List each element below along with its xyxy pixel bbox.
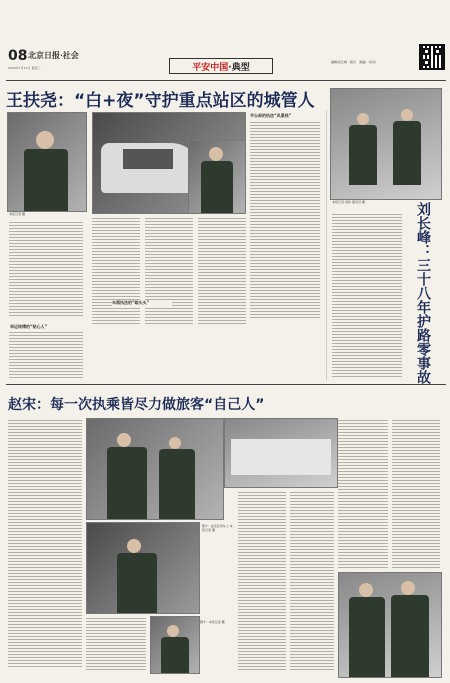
story3-photo-1	[86, 418, 224, 520]
story3-text-col-4	[238, 490, 286, 670]
story1-text-col-2	[250, 120, 320, 320]
nav-item: 美编/	[358, 60, 366, 64]
story1-text-col-4	[145, 216, 193, 326]
section-banner	[169, 58, 273, 74]
story1-photo-3	[188, 140, 246, 214]
story3-photo-5	[338, 572, 442, 678]
story1-caption-1: 本报记者 摄	[9, 212, 25, 216]
story3-caption-1: 图①：赵宋在列车上 本报记者 摄	[202, 524, 233, 532]
masthead-rule	[6, 80, 446, 81]
issue-date: 2009年7月15日 星期三	[8, 66, 41, 70]
story2-photo	[330, 88, 442, 200]
story3-text-col-1	[8, 418, 82, 668]
story3-photo-4	[150, 616, 200, 674]
story2-text-col-1	[332, 212, 402, 377]
nav-strip	[331, 60, 411, 66]
story3-text-col-5	[290, 490, 334, 670]
section-title-black: ·典型	[228, 62, 250, 73]
nav-item: 版式	[349, 60, 356, 64]
paper-name: 北京日报·社会	[28, 50, 79, 60]
story-divider	[6, 384, 446, 385]
story3-text-col-3	[392, 418, 440, 568]
story2-caption: 本报记者 杨欣 通讯员 摄	[332, 200, 365, 204]
nav-item: 校对/	[368, 60, 376, 64]
column-divider	[326, 110, 327, 380]
story1-text-col-6	[9, 330, 83, 378]
story3-text-col-2	[338, 418, 388, 568]
story1-sidebar-title: 幸运埃博的“贴心人”	[10, 324, 48, 329]
story3-headline: 赵宋：每一次执乘皆尽力做旅客“自己人”	[8, 397, 265, 413]
story3-photo-3	[86, 522, 200, 614]
page-number: 08	[8, 48, 28, 64]
masthead	[6, 44, 446, 78]
story1-text-col-1	[9, 220, 83, 316]
nav-item: 编辑/张红梅	[331, 60, 348, 64]
qr-code-icon	[419, 44, 445, 70]
story1-photo-1	[7, 112, 87, 212]
story2-headline: 刘长峰：三十八年护路零事故	[415, 202, 431, 384]
story1-text-col-3	[92, 216, 140, 326]
story1-subhead-1: 平台却的执法“风景线”	[250, 113, 292, 118]
story3-photo-2	[224, 418, 338, 488]
story3-caption-2: 图②：本报记者 摄	[200, 620, 225, 624]
story1-subhead-2: 车祸执法的“暗头头”	[112, 300, 172, 306]
story1-headline: 王扶尧：“白+夜”守护重点站区的城管人	[6, 91, 315, 111]
story3-text-col-6	[86, 616, 146, 672]
section-title-red: 平安中国	[192, 62, 229, 73]
story1-text-col-5	[198, 216, 246, 326]
